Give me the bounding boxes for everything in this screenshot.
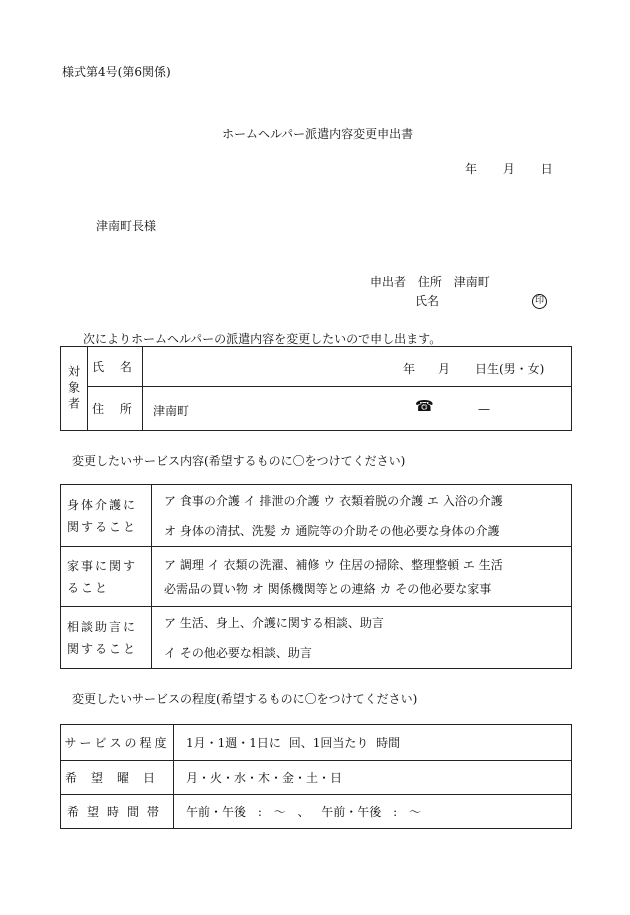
service-category-line1: 相談助言に bbox=[67, 619, 138, 634]
subject-table bbox=[60, 346, 572, 431]
degree-row bbox=[61, 761, 572, 795]
degree-label-cell bbox=[61, 761, 174, 795]
degree-heading: 変更したいサービスの程度(希望するものに〇をつけてください) bbox=[72, 692, 418, 706]
service-options-cell[interactable] bbox=[152, 485, 572, 547]
service-category-line1: 身体介護に bbox=[67, 497, 138, 512]
degree-value-cell[interactable] bbox=[174, 725, 572, 761]
date-line bbox=[465, 160, 553, 177]
subject-header: 対象者 bbox=[66, 364, 81, 413]
degree-label: 希望時間帯 bbox=[66, 805, 167, 819]
degree-row bbox=[61, 725, 572, 761]
service-category-line1: 家事に関す bbox=[67, 558, 138, 573]
intro-text: 次によりホームヘルパーの派遣内容を変更したいので申し出ます。 bbox=[83, 332, 442, 346]
degree-value-cell[interactable] bbox=[174, 795, 572, 829]
form-number: 様式第4号(第6関係) bbox=[62, 65, 171, 79]
service-options-line1: ア 調理 イ 衣類の洗濯、補修 ウ 住居の掃除、整理整頓 エ 生活 bbox=[164, 557, 503, 572]
subject-name-label: 氏 名 bbox=[92, 360, 138, 374]
service-row bbox=[61, 547, 572, 607]
date-year: 年 bbox=[465, 162, 478, 176]
services-table bbox=[60, 484, 572, 669]
service-category-cell bbox=[61, 547, 152, 607]
subject-header-cell bbox=[61, 347, 88, 431]
degree-label: サービスの程度 bbox=[64, 736, 170, 750]
degree-value: 午前・午後 : 〜 、 午前・午後 : 〜 bbox=[186, 805, 421, 819]
degree-label: 希望曜日 bbox=[64, 771, 169, 785]
service-category-line2: 関すること bbox=[67, 519, 138, 534]
service-category-line2: 関すること bbox=[67, 641, 138, 656]
document-title: ホームヘルパー派遣内容変更申出書 bbox=[222, 127, 414, 141]
service-options-cell[interactable] bbox=[152, 547, 572, 607]
birth-day-gender: 日生(男・女) bbox=[475, 362, 545, 376]
degree-value-cell[interactable] bbox=[174, 761, 572, 795]
degree-label-cell bbox=[61, 795, 174, 829]
subject-name-cell[interactable] bbox=[143, 347, 572, 387]
service-options-line1: ア 食事の介護 イ 排泄の介護 ウ 衣類着脱の介護 エ 入浴の介護 bbox=[164, 493, 503, 508]
phone-dash: — bbox=[478, 402, 490, 416]
service-options-line1: ア 生活、身上、介護に関する相談、助言 bbox=[164, 615, 384, 630]
applicant-address-value: 津南町 bbox=[453, 275, 490, 289]
seal-mark bbox=[532, 292, 547, 309]
birth-year: 年 bbox=[403, 362, 416, 376]
service-category-cell bbox=[61, 607, 152, 669]
degree-label-cell bbox=[61, 725, 174, 761]
subject-address-cell[interactable] bbox=[143, 387, 572, 431]
seal-icon: 印 bbox=[532, 294, 547, 309]
addressee: 津南町長様 bbox=[96, 219, 157, 233]
service-options-line2: オ 身体の清拭、洗髪 カ 通院等の介助その他必要な身体の介護 bbox=[164, 523, 500, 538]
applicant-name-label: 氏名 bbox=[415, 294, 440, 308]
subject-address-label-cell bbox=[88, 387, 143, 431]
applicant-name bbox=[415, 292, 439, 309]
degree-row bbox=[61, 795, 572, 829]
service-options-line2: 必需品の買い物 オ 関係機関等との連絡 カ その他必要な家事 bbox=[164, 581, 492, 596]
service-category-line2: ること bbox=[67, 580, 110, 595]
subject-address-label: 住 所 bbox=[92, 402, 138, 416]
applicant-address bbox=[370, 273, 490, 290]
degree-table bbox=[60, 724, 572, 829]
degree-value: 月・火・水・木・金・土・日 bbox=[186, 771, 343, 785]
service-options-line2: イ その他必要な相談、助言 bbox=[164, 645, 312, 660]
services-heading: 変更したいサービス内容(希望するものに〇をつけてください) bbox=[72, 454, 406, 468]
birth-month: 月 bbox=[438, 362, 451, 376]
service-row bbox=[61, 485, 572, 547]
subject-name-label-cell bbox=[88, 347, 143, 387]
service-category-cell bbox=[61, 485, 152, 547]
applicant-address-label: 住所 bbox=[417, 275, 442, 289]
subject-address-value: 津南町 bbox=[153, 404, 190, 418]
degree-value: 1月・1週・1日に 回、1回当たり 時間 bbox=[186, 736, 401, 750]
date-day: 日 bbox=[540, 162, 553, 176]
telephone-icon: ☎ bbox=[415, 397, 434, 415]
service-options-cell[interactable] bbox=[152, 607, 572, 669]
applicant-label: 申出者 bbox=[370, 275, 407, 289]
service-row bbox=[61, 607, 572, 669]
date-month: 月 bbox=[502, 162, 515, 176]
